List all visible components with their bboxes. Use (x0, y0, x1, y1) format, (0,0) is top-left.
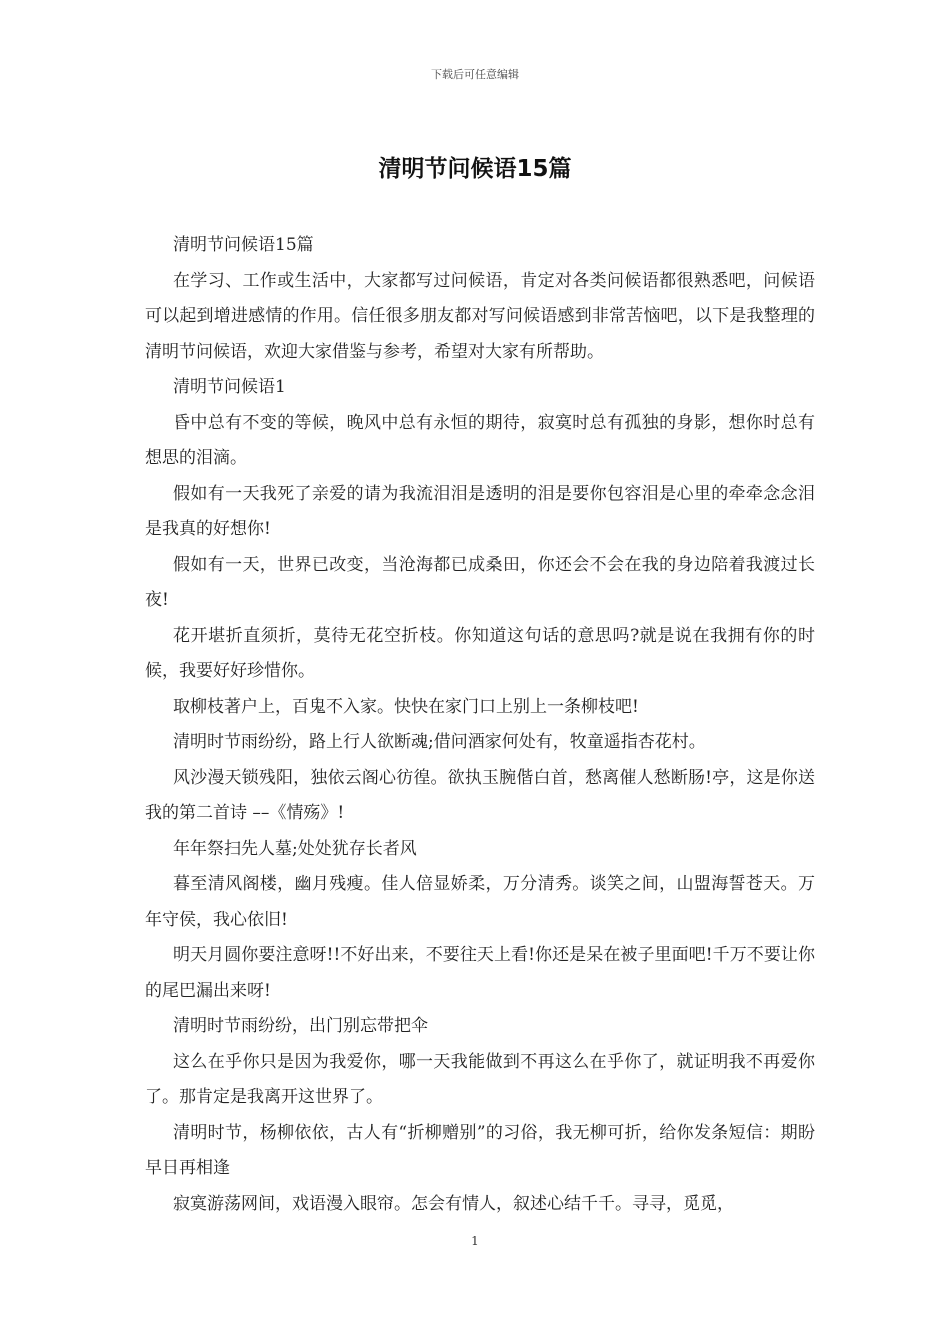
paragraph: 假如有一天我死了亲爱的请为我流泪泪是透明的泪是要你包容泪是心里的牵牵念念泪是我真的好想你! (145, 483, 815, 539)
paragraph: 清明节问候语15篇 (173, 235, 314, 255)
paragraph: 风沙漫天锁残阳，独依云阁心彷徨。欲执玉腕偕白首，愁离催人愁断肠!亭，这是你送我的第二首诗 ––《情殇》! (145, 767, 815, 823)
paragraph: 昏中总有不变的等候，晚风中总有永恒的期待，寂寞时总有孤独的身影，想你时总有想思的泪滴。 (145, 412, 815, 468)
paragraph: 取柳枝著户上，百鬼不入家。快快在家门口上别上一条柳枝吧! (173, 696, 639, 717)
paragraph: 清明时节，杨柳依依，古人有“折柳赠别”的习俗，我无柳可折，给你发条短信：期盼早日再相逢 (145, 1122, 815, 1178)
document-title: 清明节问候语15篇 (378, 156, 572, 182)
paragraph: 清明时节雨纷纷，出门别忘带把伞 (173, 1016, 428, 1036)
paragraph: 这么在乎你只是因为我爱你，哪一天我能做到不再这么在乎你了，就证明我不再爱你了。那肯定是我离开这世界了。 (145, 1051, 815, 1107)
paragraph: 假如有一天，世界已改变，当沧海都已成桑田，你还会不会在我的身边陪着我渡过长夜! (145, 554, 815, 610)
paragraph: 花开堪折直须折，莫待无花空折枝。你知道这句话的意思吗?就是说在我拥有你的时候，我要好好珍惜你。 (145, 625, 815, 681)
paragraph: 年年祭扫先人墓;处处犹存长者风 (173, 838, 417, 859)
paragraph: 在学习、工作或生活中，大家都写过问候语，肯定对各类问候语都很熟悉吧，问候语可以起到增进感情的作用。信任很多朋友都对写问候语感到非常苦恼吧，以下是我整理的清明节问候语，欢迎大家借鉴与参考，希望对大家有所帮助。 (145, 270, 815, 362)
paragraph: 清明节问候语1 (173, 377, 286, 397)
header-note: 下载后可任意编辑 (431, 68, 519, 81)
paragraph: 明天月圆你要注意呀!!不好出来，不要往天上看!你还是呆在被子里面吧!千万不要让你的尾巴漏出来呀! (145, 945, 815, 1001)
page-number: 1 (471, 1234, 479, 1248)
paragraph: 清明时节雨纷纷，路上行人欲断魂;借问酒家何处有，牧童遥指杏花村。 (173, 732, 706, 752)
paragraph: 暮至清风阁楼，幽月残瘦。佳人倍显娇柔，万分清秀。谈笑之间，山盟海誓苍天。万年守侯，我心依旧! (145, 874, 815, 930)
document-body (145, 228, 815, 1222)
paragraph: 寂寞游荡网间，戏语漫入眼帘。怎会有情人，叙述心结千千。寻寻，觅觅， (173, 1193, 734, 1214)
